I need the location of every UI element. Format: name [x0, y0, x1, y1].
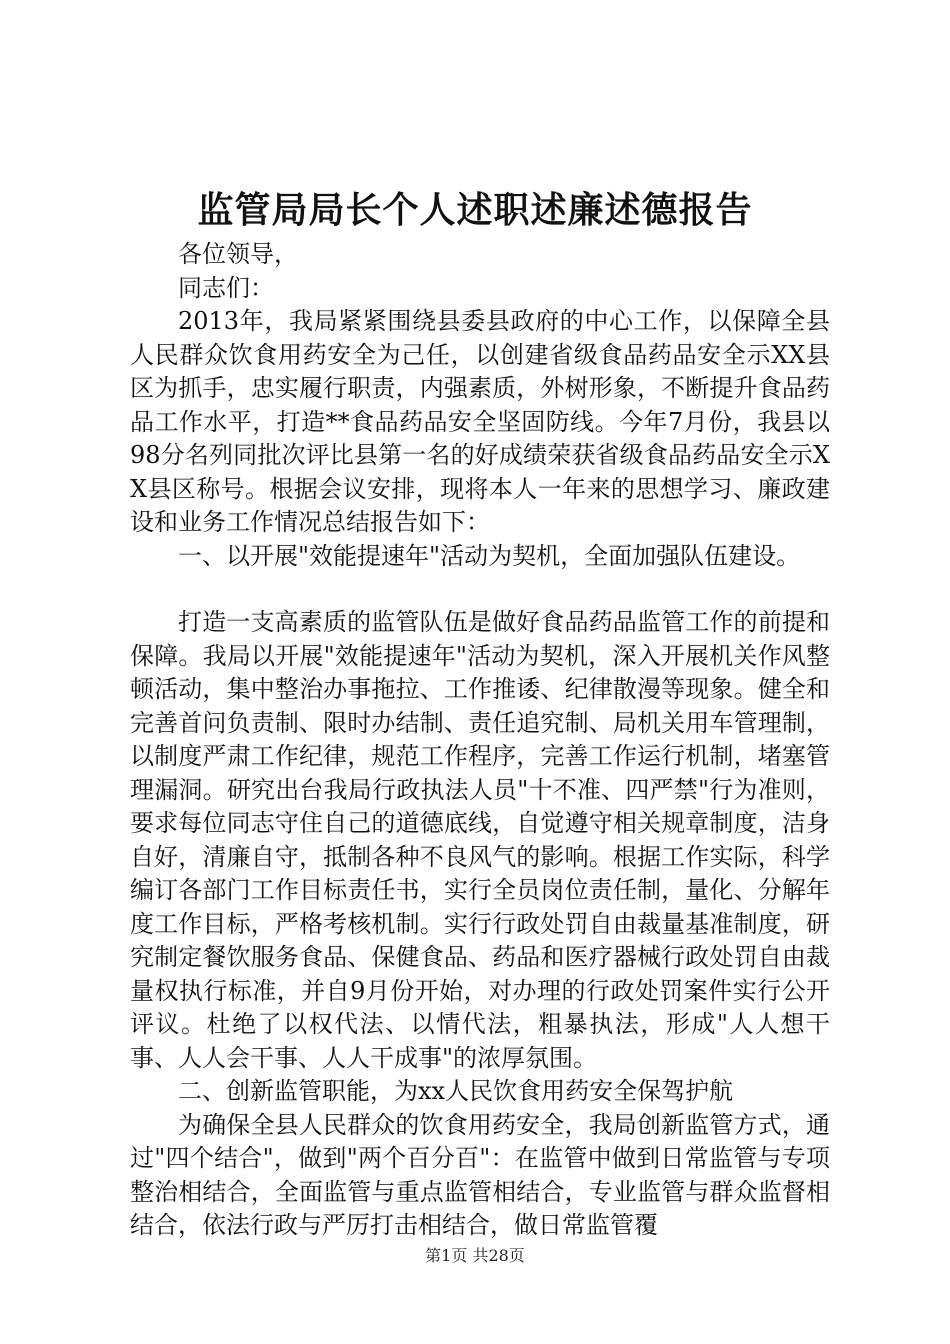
document-title: 监管局局长个人述职述廉述德报告: [197, 189, 753, 231]
paragraph-team-building: 打造一支高素质的监管队伍是做好食品药品监管工作的前提和保障。我局以开展"效能提速年"活动为契机，深入开展机关作风整顿活动，集中整治办事拖拉、工作推诿、纪律散漫等现象。健全和完善首问负责制、限时办结制、责任追究制、局机关用车管理制，以制度严肃工作纪律，规范工作程序，完善工作运行机制，堵塞管理漏洞。研究出台我局行政执法人员"十不准、四严禁"行为准则，要求每位同志守住自己的道德底线，自觉遵守相关规章制度，洁身自好，清廉自守，抵制各种不良风气的影响。根据工作实际，科学编订各部门工作目标责任书，实行全员岗位责任制，量化、分解年度工作目标，严格考核机制。实行行政处罚自由裁量基准制度，研究制定餐饮服务食品、保健食品、药品和医疗器械行政处罚自由裁量权执行标准，并自9月份开始，对办理的行政处罚案件实行公开评议。杜绝了以权代法、以情代法，粗暴执法，形成"人人想干事、人人会干事、人人干成事"的浓厚氛围。: [130, 608, 830, 1072]
section-heading-2: 二、创新监管职能，为xx人民饮食用药安全保驾护航: [178, 1077, 734, 1105]
salutation-comrades: 同志们：: [178, 273, 274, 302]
page-number-footer: 第1页 共28页: [425, 1246, 525, 1265]
paragraph-supervision: 为确保全县人民群众的饮食用药安全，我局创新监管方式，通过"四个结合"，做到"两个百分百"：在监管中做到日常监管与专项整治相结合，全面监管与重点监管相结合，专业监管与群众监督相结合，依法行政与严厉打击相结合，做日常监管覆: [130, 1110, 830, 1239]
section-heading-1: 一、以开展"效能提速年"活动为契机，全面加强队伍建设。: [178, 541, 801, 570]
document-body: [130, 238, 830, 1243]
paragraph-gap: [130, 573, 830, 606]
salutation-leaders: 各位领导，: [178, 240, 298, 268]
paragraph-intro: 2013年，我局紧紧围绕县委县政府的中心工作，以保障全县人民群众饮食用药安全为己任，以创建省级食品药品安全示XX县区为抓手，忠实履行职责，内强素质，外树形象，不断提升食品药品工作水平，打造**食品药品安全坚固防线。今年7月份，我县以98分名列同批次评比县第一名的好成绩荣获省级食品药品安全示XX县区称号。根据会议安排，现将本人一年来的思想学习、廉政建设和业务工作情况总结报告如下：: [130, 307, 830, 536]
